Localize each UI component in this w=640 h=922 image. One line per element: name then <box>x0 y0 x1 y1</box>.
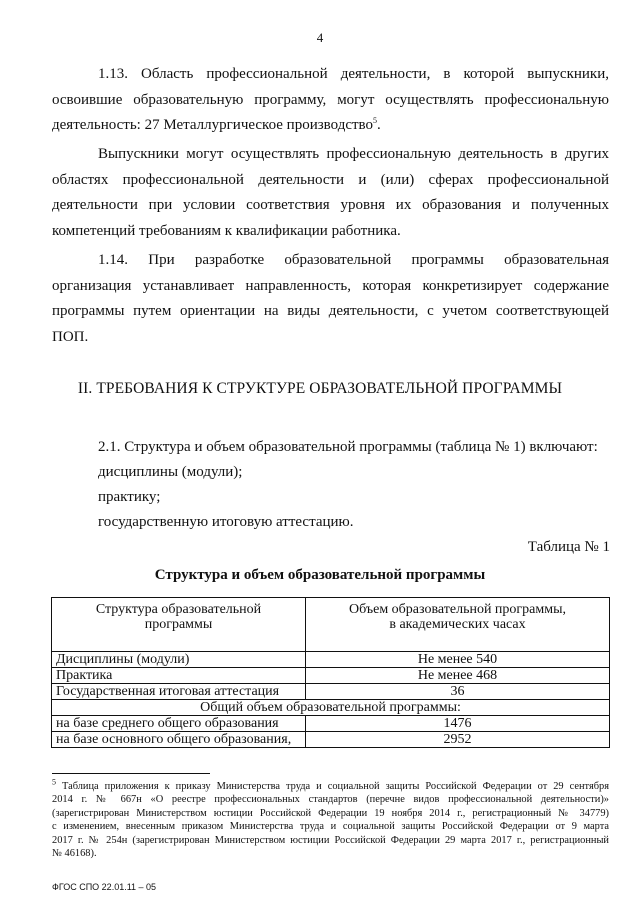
table-label: Таблица № 1 <box>527 539 610 555</box>
footnote-separator <box>52 773 210 774</box>
table-total-header-row <box>52 700 610 716</box>
header-line: программы <box>144 617 213 632</box>
row-value: Не менее 468 <box>306 668 610 684</box>
table-row <box>52 716 610 732</box>
paragraph-line: программы путем ориентации на виды деятельности, с учетом соответствующей <box>52 303 609 319</box>
footnote-line: № 46168). <box>52 848 97 860</box>
row-label: на базе основного общего образования, <box>52 732 306 748</box>
list-item: дисциплины (модули); <box>98 464 243 480</box>
row-value: Не менее 540 <box>306 652 610 668</box>
total-header-cell: Общий объем образовательной программы: <box>52 700 610 716</box>
footnote-line-text: Таблица приложения к приказу Министерства труда и социальной защиты Российской Федерации от 29 сентября <box>62 781 609 792</box>
paragraph-1-13 <box>52 62 609 139</box>
paragraph-line: компетенций требованиям к квалификации работника. <box>52 222 401 239</box>
table-row <box>52 652 610 668</box>
table-title: Структура и объем образовательной программы <box>154 567 486 583</box>
paragraph-line <box>52 113 609 139</box>
list-item: государственную итоговую аттестацию. <box>98 514 354 530</box>
table-row <box>52 668 610 684</box>
table-header-cell <box>306 598 610 652</box>
footnote-reference: 5 <box>373 116 378 125</box>
page-number: 4 <box>316 30 324 45</box>
footnote-line <box>52 777 609 793</box>
section-heading: II. ТРЕБОВАНИЯ К СТРУКТУРЕ ОБРАЗОВАТЕЛЬНОЙ ПРОГРАММЫ <box>77 380 563 397</box>
paragraph-1-14 <box>52 248 609 350</box>
table-row <box>52 684 610 700</box>
row-value: 1476 <box>306 716 610 732</box>
footer-code: ФГОС СПО 22.01.11 – 05 <box>52 882 157 892</box>
paragraph-line: освоившие образовательную программу, могут осуществлять профессиональную <box>52 91 609 108</box>
footnote-mark: 5 <box>52 777 56 787</box>
structure-volume-table <box>51 597 610 748</box>
paragraph-2-1: 2.1. Структура и объем образовательной программы (таблица № 1) включают: <box>98 439 598 455</box>
paragraph-line: ПОП. <box>52 328 89 345</box>
row-label: на базе среднего общего образования <box>52 716 306 732</box>
footnote-line: (зарегистрирован Министерством юстиции Российской Федерации 19 ноября 2014 г., регистрационный № 34779) <box>52 807 609 819</box>
row-value: 36 <box>306 684 610 700</box>
table-header-row <box>52 598 610 652</box>
paragraph-line: деятельности при условии соответствия уровня их образования и полученных <box>52 197 609 213</box>
row-label: Дисциплины (модули) <box>52 652 306 668</box>
row-label: Государственная итоговая аттестация <box>52 684 306 700</box>
paragraph-line-tail: . <box>377 117 381 133</box>
row-label: Практика <box>52 668 306 684</box>
table-header-cell <box>52 598 306 652</box>
paragraph-line: организация устанавливает направленность, которая конкретизирует содержание <box>52 277 609 294</box>
paragraph-line-text: деятельность: 27 Металлургическое производство <box>52 117 374 133</box>
header-line: в академических часах <box>389 617 526 632</box>
footnote <box>52 777 609 860</box>
paragraph-line: областях профессиональной деятельности и (или) сферах профессиональной <box>52 171 609 188</box>
row-value: 2952 <box>306 732 610 748</box>
paragraph-line: 1.13. Область профессиональной деятельности, в которой выпускники, <box>98 66 609 82</box>
footnote-line: 2017 г. № 254н (зарегистрирован Министерством юстиции Российской Федерации 29 марта 2017 г., регистрационный <box>52 834 609 846</box>
table-row <box>52 732 610 748</box>
paragraph-line: Выпускники могут осуществлять профессиональную деятельность в других <box>98 146 609 162</box>
paragraph-line: 1.14. При разработке образовательной программы образовательная <box>98 252 609 268</box>
footnote-line: с изменением, внесенным приказом Министерства труда и социальной защиты Российской Федерации от 9 марта <box>52 821 609 833</box>
header-line: Структура образовательной <box>95 602 262 617</box>
list-item: практику; <box>98 489 161 505</box>
paragraph-graduates <box>52 142 609 244</box>
header-line: Объем образовательной программы, <box>348 602 567 617</box>
footnote-line: 2014 г. № 667н «О реестре профессиональных стандартов (перечне видов профессиональной деятельности)» <box>52 794 609 806</box>
